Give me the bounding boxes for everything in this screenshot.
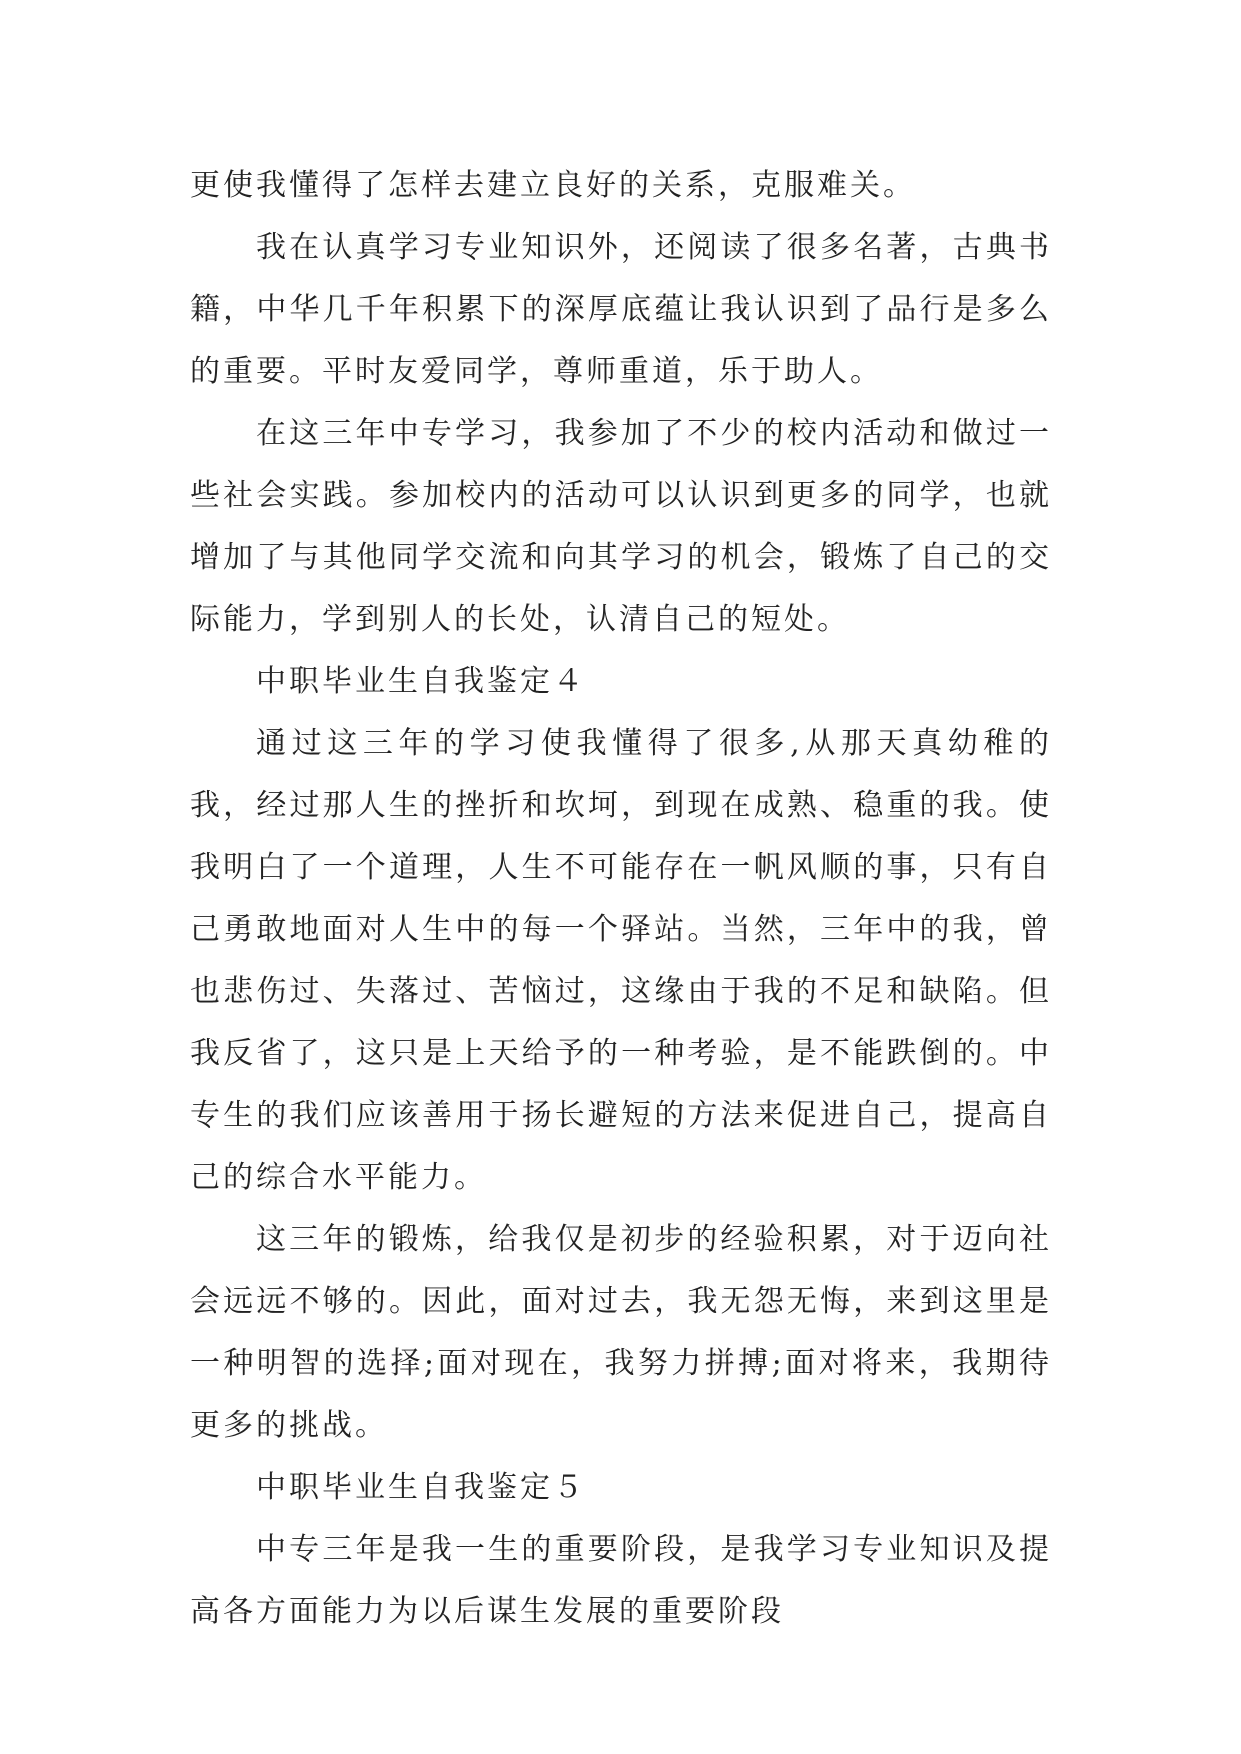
paragraph-training: 这三年的锻炼，给我仅是初步的经验积累，对于迈向社会远远不够的。因此，面对过去，我无怨无悔，来到这里是一种明智的选择;面对现在，我努力拼搏;面对将来，我期待更多的挑战。 [190, 1222, 1052, 1443]
section-heading-4: 中职毕业生自我鉴定４ [256, 664, 586, 699]
paragraph-activities: 在这三年中专学习，我参加了不少的校内活动和做过一些社会实践。参加校内的活动可以认识到更多的同学，也就增加了与其他同学交流和向其学习的机会，锻炼了自己的交际能力，学到别人的长处，认清自己的短处。 [190, 416, 1052, 637]
paragraph-continuation: 更使我懂得了怎样去建立良好的关系，克服难关。 [190, 168, 916, 203]
paragraph-growth: 通过这三年的学习使我懂得了很多,从那天真幼稚的我，经过那人生的挫折和坎坷，到现在成熟、稳重的我。使我明白了一个道理，人生不可能存在一帆风顺的事，只有自己勇敢地面对人生中的每一个驿站。当然，三年中的我，曾也悲伤过、失落过、苦恼过，这缘由于我的不足和缺陷。但我反省了，这只是上天给予的一种考验，是不能跌倒的。中专生的我们应该善用于扬长避短的方法来促进自己，提高自己的综合水平能力。 [190, 726, 1052, 1195]
section-heading-5: 中职毕业生自我鉴定５ [256, 1470, 586, 1505]
document-body [190, 155, 1052, 1643]
paragraph-reading: 我在认真学习专业知识外，还阅读了很多名著，古典书籍，中华几千年积累下的深厚底蕴让我认识到了品行是多么的重要。平时友爱同学，尊师重道，乐于助人。 [190, 230, 1052, 389]
paragraph-stage: 中专三年是我一生的重要阶段，是我学习专业知识及提高各方面能力为以后谋生发展的重要阶段 [190, 1532, 1052, 1629]
